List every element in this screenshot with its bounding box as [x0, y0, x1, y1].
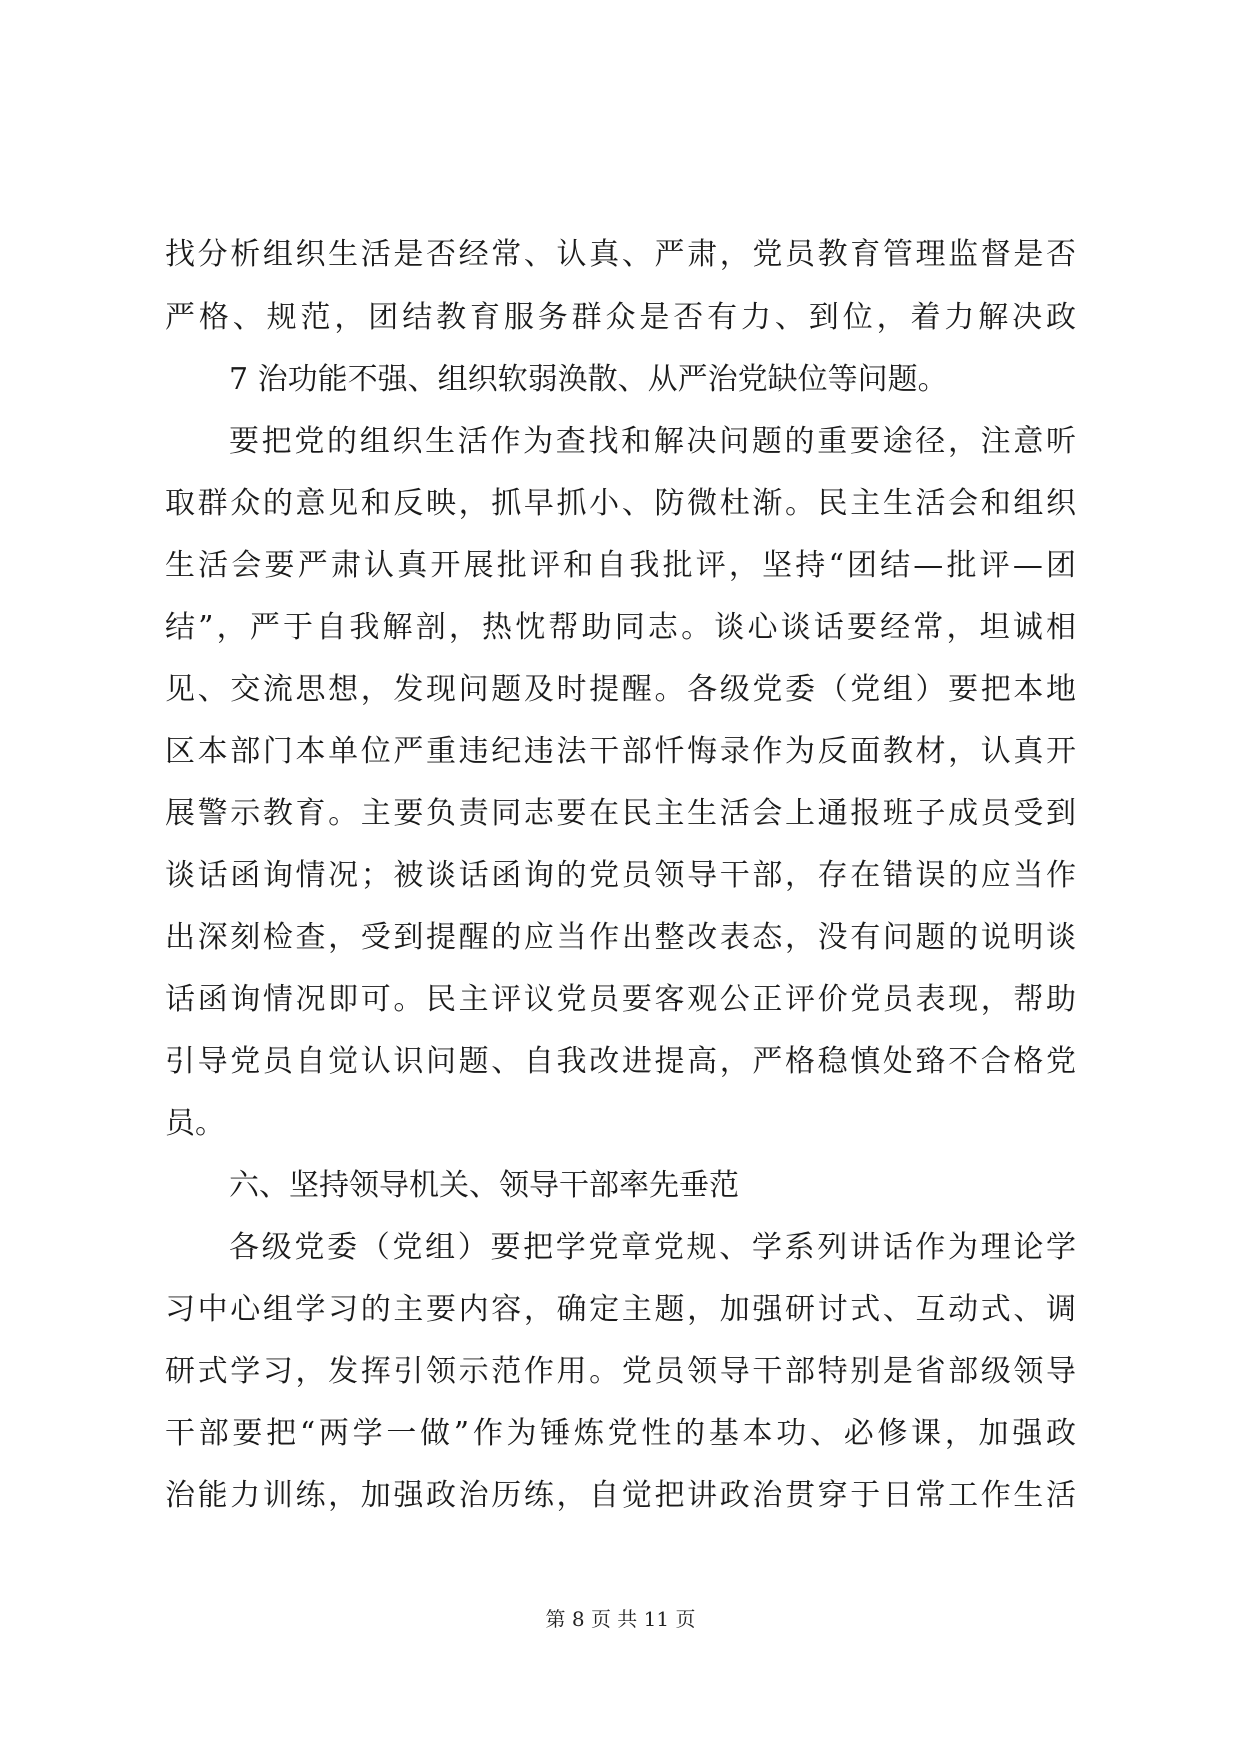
body-text-line: 话函询情况即可。民主评议党员要客观公正评价党员表现，帮助 [165, 982, 1076, 1017]
body-text-line: 各级党委（党组）要把学党章党规、学系列讲话作为理论学 [229, 1230, 1076, 1265]
body-text-line: 治能力训练，加强政治历练，自觉把讲政治贯穿于日常工作生活 [165, 1478, 1076, 1513]
body-text-line: 研式学习，发挥引领示范作用。党员领导干部特别是省部级领导 [165, 1354, 1076, 1389]
body-text-line: 员。 [165, 1106, 225, 1141]
body-text-line: 区本部门本单位严重违纪违法干部忏悔录作为反面教材，认真开 [165, 734, 1076, 769]
body-text-line: 引导党员自觉认识问题、自我改进提高，严格稳慎处臵不合格党 [165, 1044, 1076, 1079]
body-text-line: 取群众的意见和反映，抓早抓小、防微杜渐。民主生活会和组织 [165, 486, 1076, 521]
body-text-line: 生活会要严肃认真开展批评和自我批评，坚持“团结—批评—团 [165, 548, 1076, 583]
body-text-line: 干部要把“两学一做”作为锤炼党性的基本功、必修课，加强政 [165, 1416, 1076, 1451]
body-text-line: 出深刻检查，受到提醒的应当作出整改表态，没有问题的说明谈 [165, 920, 1076, 955]
body-text-line: 7 治功能不强、组织软弱涣散、从严治党缺位等问题。 [229, 362, 948, 397]
page-number-footer: 第 8 页 共 11 页 [545, 1607, 696, 1631]
body-text-line: 严格、规范，团结教育服务群众是否有力、到位，着力解决政 [165, 300, 1076, 335]
section-heading: 六、坚持领导机关、领导干部率先垂范 [229, 1168, 739, 1203]
body-text-line: 习中心组学习的主要内容，确定主题，加强研讨式、互动式、调 [165, 1292, 1076, 1327]
body-text-line: 要把党的组织生活作为查找和解决问题的重要途径，注意听 [229, 424, 1076, 459]
body-text-line: 谈话函询情况；被谈话函询的党员领导干部，存在错误的应当作 [165, 858, 1076, 893]
body-text-line: 展警示教育。主要负责同志要在民主生活会上通报班子成员受到 [165, 796, 1076, 831]
body-text-line: 见、交流思想，发现问题及时提醒。各级党委（党组）要把本地 [165, 672, 1076, 707]
body-text-line: 找分析组织生活是否经常、认真、严肃，党员教育管理监督是否 [165, 237, 1076, 272]
body-text-line: 结”，严于自我解剖，热忱帮助同志。谈心谈话要经常，坦诚相 [165, 610, 1076, 645]
